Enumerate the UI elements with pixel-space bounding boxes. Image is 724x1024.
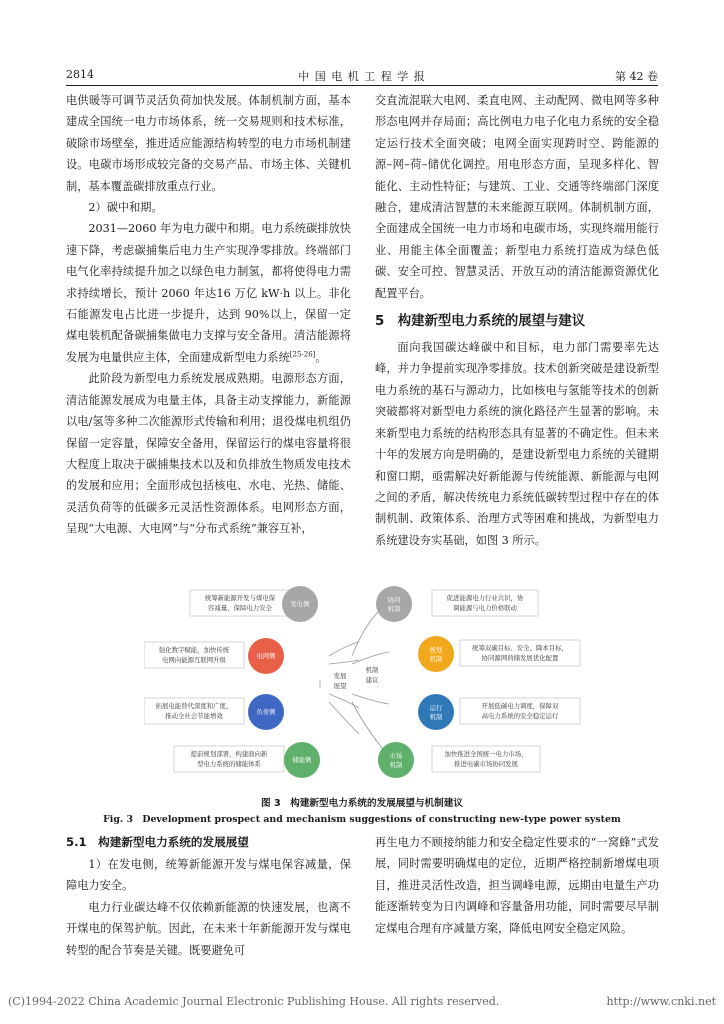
bottom-left-paragraph-1: 1）在发电侧，统筹新能源开发与煤电保容减量，保障电力安全。 xyxy=(66,858,351,893)
bottom-left-paragraph-2: 电力行业碳达峰不仅依赖新能源的快速发展，也离不开煤电的保驾护航。因此，在未来十年新能源开发与煤电转型的配合节奏是关键。既要避免可 xyxy=(66,900,351,957)
svg-text:容减量，保障电力安全: 容减量，保障电力安全 xyxy=(208,604,272,612)
section-heading-5-1: 5.1 构建新型电力系统的发展展望 xyxy=(66,835,249,849)
svg-text:机制: 机制 xyxy=(387,605,401,613)
left-node-storage xyxy=(174,742,320,778)
center-left-line1: 发展 xyxy=(333,672,347,680)
svg-text:协同源网荷储发展优化配置: 协同源网荷储发展优化配置 xyxy=(481,654,559,662)
right-paragraph-1: 交直流混联大电网、柔直电网、主动配网、微电网等多种形态电网并存局面；高比例电力电子化电力系统的安全稳定运行技术全面突破；电网全面实现跨时空、跨能源的源–网–荷–储优化调控。用电形态方面，呈现多样化、智能化、主动性特征；与建筑、工业、交通等终端部门深度融合，建成清洁智慧的未来能源互联网。体制机制方面，全面建成全国统一电力市场和电碳市场，实现终端用能行业、用能主体全面覆盖；新型电力系统打造成为绿色低碳、安全可控、智慧灵活、开放互动的清洁能源资源优化配置平台。 xyxy=(375,94,659,300)
copyright-notice: (C)1994-2022 China Academic Journal Electronic Publishing House. All rights reserved. xyxy=(8,995,500,1008)
svg-text:机制: 机制 xyxy=(389,761,403,769)
bottom-right-paragraph-1: 再生电力不顾接纳能力和安全稳定性要求的“一窝蜂”式发展，同时需要明确煤电的定位，近期严格控制新增煤电项目，推进灵活性改造，担当调峰电源，远期由电量生产功能逐渐转变为日内调峰和容量备用功能，同时需要尽早制定煤电合理有序减量方案，降低电网安全稳定风险。 xyxy=(375,836,659,935)
svg-text:运行: 运行 xyxy=(429,704,443,712)
svg-text:电网向能源互联网升级: 电网向能源互联网升级 xyxy=(162,656,226,664)
left-paragraph-2: 2031—2060 年为电力碳中和期。电力系统碳排放快速下降，考虑碳捕集后电力生产实现净零排放。终端部门电气化率持续提升加之以绿色电力制氢，都将使得电力需求持续增长，预计 2060 年达16 万亿 kW·h 以上。非化石能源发电占比进一步提升，达到 90%以上，保留一定煤电装机配备碳捕集做电力支撑与安全备用。清洁能源将发展为电量供应主体，全面建成新型电力系统[25-26]。 xyxy=(66,222,351,364)
svg-text:高电力系统的安全稳定运行: 高电力系统的安全稳定运行 xyxy=(481,712,559,720)
center-labels xyxy=(334,665,379,690)
right-node-planning xyxy=(418,636,580,672)
svg-text:统筹双碳目标、安全、降本目标，: 统筹双碳目标、安全、降本目标， xyxy=(472,644,568,652)
center-right-line2: 建议 xyxy=(365,676,379,684)
center-left-line2: 展望 xyxy=(333,682,347,690)
left-paragraph-1: 电供暖等可调节灵活负荷加快发展。体制机制方面，基本建成全国统一电力市场体系，统一交易规则和技术标准，破除市场壁垒，推进适应能源结构转型的电力市场机制建设。电碳市场形成较完备的交易产品、市场主体、关键机制，基本覆盖碳排放重点行业。 xyxy=(66,94,351,193)
svg-text:负荷侧: 负荷侧 xyxy=(256,708,276,716)
svg-text:强化数字赋能，加快传统: 强化数字赋能，加快传统 xyxy=(158,646,230,654)
svg-text:型电力系统的储能体系: 型电力系统的储能体系 xyxy=(197,760,261,768)
svg-text:拓展电能替代深度和广度，: 拓展电能替代深度和广度， xyxy=(155,702,233,710)
left-node-generation xyxy=(190,586,318,622)
svg-text:规划: 规划 xyxy=(429,646,443,654)
svg-text:调能源与电力价格联动: 调能源与电力价格联动 xyxy=(453,604,517,612)
svg-text:储能侧: 储能侧 xyxy=(292,756,312,764)
figure-caption-cn: 图 3 构建新型电力系统的发展展望与机制建议 xyxy=(261,798,463,809)
section-heading-5: 5 构建新型电力系统的展望与建议 xyxy=(375,314,586,330)
right-paragraph-2: 面向我国碳达峰碳中和目标，电力部门需要率先达峰，并力争提前实现净零排放。技术创新突破是建设新型电力系统的基石与源动力，比如核电与氢能等技术的创新突破都将对新型电力系统的演化路径产生显著的影响。未来新型电力系统的结构形态具有显著的不确定性。但未来十年的发展方向是明确的，是建设新型电力系统的关键期和窗口期，亟需解决好新能源与传统能源、新能源与电网之间的矛盾，解决传统电力系统低碳转型过程中存在的体制机制、政策体系、治理方式等困难和挑战，为新型电力系统建设夯实基础，如图 3 所示。 xyxy=(375,341,659,547)
citation-ref: [25-26] xyxy=(289,350,316,359)
svg-text:协同: 协同 xyxy=(387,596,401,604)
coordination-circle xyxy=(376,586,412,622)
figure-caption-en: Fig. 3 Development prospect and mechanism suggestions of constructing new-type power system xyxy=(103,814,621,825)
svg-text:提前规划部署，构建面向新: 提前规划部署，构建面向新 xyxy=(190,750,268,758)
operation-circle xyxy=(418,694,454,730)
svg-text:发电侧: 发电侧 xyxy=(290,600,310,608)
svg-text:市场: 市场 xyxy=(389,752,403,760)
svg-text:机制: 机制 xyxy=(429,713,443,721)
left-paragraph-3: 此阶段为新型电力系统发展成熟期。电源形态方面，清洁能源发展成为电量主体，具备主动支撑能力，新能源以电/氢等多种二次能源形式传输和利用；退役煤电机组仍保留一定容量，保障安全备用，保留运行的煤电容量将很大程度上取决于碳捕集技术以及和负排放生物质发电技术的发展和应用；全面形成包括核电、水电、光热、储能、灵活负荷等的低碳多元灵活性资源体系。电网形态方面，呈现“大电源、大电网”与“分布式系统”兼容互补， xyxy=(66,372,351,536)
center-connectors xyxy=(329,604,389,756)
journal-title: 中 国 电 机 工 程 学 报 xyxy=(298,70,426,83)
svg-text:开展低碳电力调度，保障双: 开展低碳电力调度，保障双 xyxy=(481,702,559,710)
right-node-market xyxy=(378,742,540,778)
center-right-line1: 机制 xyxy=(365,666,379,674)
left-node-load xyxy=(144,694,284,730)
footer-url[interactable]: http://www.cnki.net xyxy=(606,995,716,1008)
svg-text:加快推进全国统一电力市场，: 加快推进全国统一电力市场， xyxy=(444,750,528,758)
svg-text:推动全社会节能增效: 推动全社会节能增效 xyxy=(165,712,223,720)
left-column xyxy=(66,90,351,540)
svg-text:电网侧: 电网侧 xyxy=(256,652,276,660)
svg-text:促进能源电力行业共识，协: 促进能源电力行业共识，协 xyxy=(446,594,524,602)
right-node-operation xyxy=(418,694,580,730)
left-subheading-carbon-neutral: 2）碳中和期。 xyxy=(88,201,163,215)
svg-text:统筹新能源开发与煤电保: 统筹新能源开发与煤电保 xyxy=(204,594,276,602)
page-number: 2814 xyxy=(66,68,94,81)
right-column xyxy=(375,90,659,551)
volume-label: 第 42 卷 xyxy=(615,70,658,83)
bottom-left-column xyxy=(66,832,351,961)
market-circle xyxy=(378,742,414,778)
planning-circle xyxy=(418,636,454,672)
figure-3-diagram xyxy=(144,584,584,784)
right-node-coordination xyxy=(376,586,538,622)
header-rule xyxy=(66,85,658,86)
bottom-right-column xyxy=(375,832,659,939)
svg-text:机制: 机制 xyxy=(429,655,443,663)
left-node-grid xyxy=(144,638,284,674)
svg-text:推进电碳市场协同发展: 推进电碳市场协同发展 xyxy=(454,760,518,768)
